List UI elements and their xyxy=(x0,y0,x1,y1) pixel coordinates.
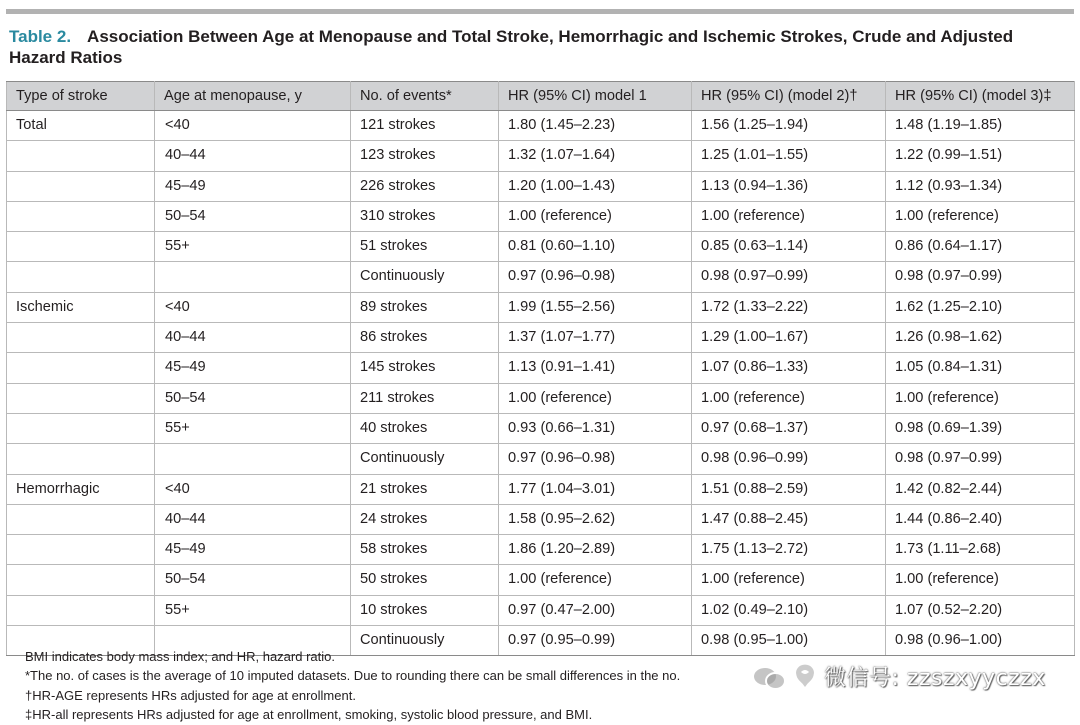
cell-hr-model2: 1.29 (1.00–1.67) xyxy=(692,323,886,353)
cell-hr-model3: 0.98 (0.97–0.99) xyxy=(886,262,1075,292)
cell-stroke-type xyxy=(7,323,155,353)
cell-hr-model2: 1.00 (reference) xyxy=(692,201,886,231)
cell-age-group xyxy=(155,444,351,474)
cell-events: 10 strokes xyxy=(351,595,499,625)
table-header-row xyxy=(7,82,1075,111)
table-row xyxy=(7,201,1075,231)
cell-hr-model3: 0.98 (0.69–1.39) xyxy=(886,413,1075,443)
cell-events: 121 strokes xyxy=(351,111,499,141)
cell-hr-model3: 1.07 (0.52–2.20) xyxy=(886,595,1075,625)
cell-events: 226 strokes xyxy=(351,171,499,201)
cell-hr-model1: 0.97 (0.96–0.98) xyxy=(499,444,692,474)
cell-age-group: <40 xyxy=(155,474,351,504)
table-title xyxy=(9,26,1074,68)
cell-stroke-type xyxy=(7,383,155,413)
cell-age-group: 40–44 xyxy=(155,504,351,534)
table-row xyxy=(7,383,1075,413)
cell-events: 24 strokes xyxy=(351,504,499,534)
cell-events: Continuously xyxy=(351,262,499,292)
cell-age-group: 40–44 xyxy=(155,141,351,171)
col-header-events: No. of events* xyxy=(351,82,499,111)
cell-hr-model1: 1.00 (reference) xyxy=(499,565,692,595)
cell-hr-model2: 1.72 (1.33–2.22) xyxy=(692,292,886,322)
cell-hr-model3: 1.48 (1.19–1.85) xyxy=(886,111,1075,141)
table-row xyxy=(7,444,1075,474)
cell-hr-model1: 1.37 (1.07–1.77) xyxy=(499,323,692,353)
cell-hr-model3: 1.05 (0.84–1.31) xyxy=(886,353,1075,383)
footnote-abbreviations: BMI indicates body mass index; and HR, hazard ratio. xyxy=(25,649,335,664)
footnote-double-dagger: ‡HR-all represents HRs adjusted for age at enrollment, smoking, systolic blood pressure, and BMI. xyxy=(25,707,593,723)
cell-hr-model2: 1.25 (1.01–1.55) xyxy=(692,141,886,171)
cell-hr-model3: 0.98 (0.97–0.99) xyxy=(886,444,1075,474)
cell-stroke-type xyxy=(7,595,155,625)
col-header-age: Age at menopause, y xyxy=(155,82,351,111)
cell-hr-model2: 1.02 (0.49–2.10) xyxy=(692,595,886,625)
table-caption: Association Between Age at Menopause and Total Stroke, Hemorrhagic and Ischemic Strokes, Crude and Adjusted Hazard Ratios xyxy=(9,27,1014,67)
cell-stroke-type xyxy=(7,201,155,231)
col-header-model2: HR (95% CI) (model 2)† xyxy=(692,82,886,111)
cell-hr-model3: 0.86 (0.64–1.17) xyxy=(886,232,1075,262)
cell-hr-model1: 1.32 (1.07–1.64) xyxy=(499,141,692,171)
cell-events: 21 strokes xyxy=(351,474,499,504)
table-body xyxy=(7,111,1075,656)
cell-events: 86 strokes xyxy=(351,323,499,353)
col-header-model1: HR (95% CI) model 1 xyxy=(499,82,692,111)
cell-hr-model3: 1.00 (reference) xyxy=(886,201,1075,231)
cell-stroke-type xyxy=(7,504,155,534)
watermark xyxy=(752,656,1046,696)
cell-hr-model1: 1.58 (0.95–2.62) xyxy=(499,504,692,534)
cell-events: Continuously xyxy=(351,444,499,474)
cell-hr-model1: 1.99 (1.55–2.56) xyxy=(499,292,692,322)
table-row xyxy=(7,262,1075,292)
cell-stroke-type xyxy=(7,353,155,383)
cell-hr-model2: 1.51 (0.88–2.59) xyxy=(692,474,886,504)
footnote-dagger: †HR-AGE represents HRs adjusted for age at enrollment. xyxy=(25,687,356,703)
cell-stroke-type xyxy=(7,262,155,292)
cell-events: 51 strokes xyxy=(351,232,499,262)
cell-age-group: 55+ xyxy=(155,413,351,443)
col-header-type: Type of stroke xyxy=(7,82,155,111)
cell-age-group: 55+ xyxy=(155,595,351,625)
cell-hr-model3: 0.98 (0.96–1.00) xyxy=(886,626,1075,656)
cell-hr-model2: 0.98 (0.96–0.99) xyxy=(692,444,886,474)
cell-hr-model1: 0.93 (0.66–1.31) xyxy=(499,413,692,443)
watermark-text: 微信号: zzszxyyczzx xyxy=(824,665,1046,691)
table-row xyxy=(7,504,1075,534)
cell-stroke-type xyxy=(7,565,155,595)
cell-hr-model1: 1.20 (1.00–1.43) xyxy=(499,171,692,201)
cell-events: 40 strokes xyxy=(351,413,499,443)
cell-events: 310 strokes xyxy=(351,201,499,231)
cell-hr-model3: 1.62 (1.25–2.10) xyxy=(886,292,1075,322)
cell-events: 145 strokes xyxy=(351,353,499,383)
cell-hr-model2: 1.47 (0.88–2.45) xyxy=(692,504,886,534)
table-row xyxy=(7,595,1075,625)
cell-hr-model2: 0.98 (0.97–0.99) xyxy=(692,262,886,292)
cell-age-group: 45–49 xyxy=(155,353,351,383)
cell-hr-model3: 1.44 (0.86–2.40) xyxy=(886,504,1075,534)
cell-age-group: 50–54 xyxy=(155,383,351,413)
society-logo-icon xyxy=(790,662,820,690)
cell-hr-model3: 1.00 (reference) xyxy=(886,565,1075,595)
cell-events: Continuously xyxy=(351,626,499,656)
cell-stroke-type: Ischemic xyxy=(7,292,155,322)
table-number: Table 2. xyxy=(9,27,72,46)
cell-hr-model2: 1.00 (reference) xyxy=(692,565,886,595)
cell-stroke-type xyxy=(7,535,155,565)
cell-hr-model1: 1.77 (1.04–3.01) xyxy=(499,474,692,504)
cell-hr-model1: 0.97 (0.47–2.00) xyxy=(499,595,692,625)
footnotes xyxy=(25,647,680,725)
table-row xyxy=(7,232,1075,262)
cell-age-group: 55+ xyxy=(155,232,351,262)
table-row xyxy=(7,565,1075,595)
cell-hr-model2: 0.98 (0.95–1.00) xyxy=(692,626,886,656)
cell-hr-model1: 1.00 (reference) xyxy=(499,201,692,231)
cell-hr-model1: 1.00 (reference) xyxy=(499,383,692,413)
cell-events: 123 strokes xyxy=(351,141,499,171)
cell-stroke-type xyxy=(7,444,155,474)
wechat-icon xyxy=(752,663,786,689)
cell-hr-model3: 1.73 (1.11–2.68) xyxy=(886,535,1075,565)
cell-age-group: 40–44 xyxy=(155,323,351,353)
cell-hr-model2: 1.56 (1.25–1.94) xyxy=(692,111,886,141)
cell-hr-model3: 1.26 (0.98–1.62) xyxy=(886,323,1075,353)
cell-hr-model2: 0.85 (0.63–1.14) xyxy=(692,232,886,262)
table-row xyxy=(7,474,1075,504)
cell-stroke-type: Hemorrhagic xyxy=(7,474,155,504)
cell-hr-model3: 1.22 (0.99–1.51) xyxy=(886,141,1075,171)
cell-age-group: 45–49 xyxy=(155,535,351,565)
cell-stroke-type xyxy=(7,141,155,171)
top-rule xyxy=(6,9,1074,14)
table-row xyxy=(7,413,1075,443)
table-row xyxy=(7,171,1075,201)
cell-events: 58 strokes xyxy=(351,535,499,565)
col-header-model3: HR (95% CI) (model 3)‡ xyxy=(886,82,1075,111)
cell-hr-model3: 1.12 (0.93–1.34) xyxy=(886,171,1075,201)
cell-hr-model1: 0.81 (0.60–1.10) xyxy=(499,232,692,262)
cell-hr-model1: 1.13 (0.91–1.41) xyxy=(499,353,692,383)
cell-age-group: 50–54 xyxy=(155,201,351,231)
cell-hr-model2: 1.00 (reference) xyxy=(692,383,886,413)
cell-hr-model1: 0.97 (0.96–0.98) xyxy=(499,262,692,292)
table-row xyxy=(7,353,1075,383)
table-row xyxy=(7,535,1075,565)
cell-hr-model2: 1.07 (0.86–1.33) xyxy=(692,353,886,383)
cell-hr-model2: 1.13 (0.94–1.36) xyxy=(692,171,886,201)
cell-hr-model1: 1.80 (1.45–2.23) xyxy=(499,111,692,141)
cell-hr-model1: 0.97 (0.95–0.99) xyxy=(499,626,692,656)
cell-age-group xyxy=(155,262,351,292)
cell-hr-model2: 0.97 (0.68–1.37) xyxy=(692,413,886,443)
cell-events: 89 strokes xyxy=(351,292,499,322)
cell-stroke-type xyxy=(7,171,155,201)
cell-hr-model2: 1.75 (1.13–2.72) xyxy=(692,535,886,565)
cell-stroke-type xyxy=(7,232,155,262)
results-table xyxy=(6,81,1075,656)
cell-events: 50 strokes xyxy=(351,565,499,595)
cell-hr-model3: 1.00 (reference) xyxy=(886,383,1075,413)
cell-hr-model3: 1.42 (0.82–2.44) xyxy=(886,474,1075,504)
table-row xyxy=(7,292,1075,322)
cell-age-group: <40 xyxy=(155,292,351,322)
cell-events: 211 strokes xyxy=(351,383,499,413)
cell-age-group: <40 xyxy=(155,111,351,141)
cell-age-group: 45–49 xyxy=(155,171,351,201)
table-row xyxy=(7,323,1075,353)
table-row xyxy=(7,111,1075,141)
footnote-star: *The no. of cases is the average of 10 imputed datasets. Due to rounding there can be small differences in the no. xyxy=(25,668,681,684)
cell-hr-model1: 1.86 (1.20–2.89) xyxy=(499,535,692,565)
cell-stroke-type xyxy=(7,413,155,443)
cell-age-group: 50–54 xyxy=(155,565,351,595)
table-row xyxy=(7,141,1075,171)
cell-stroke-type: Total xyxy=(7,111,155,141)
